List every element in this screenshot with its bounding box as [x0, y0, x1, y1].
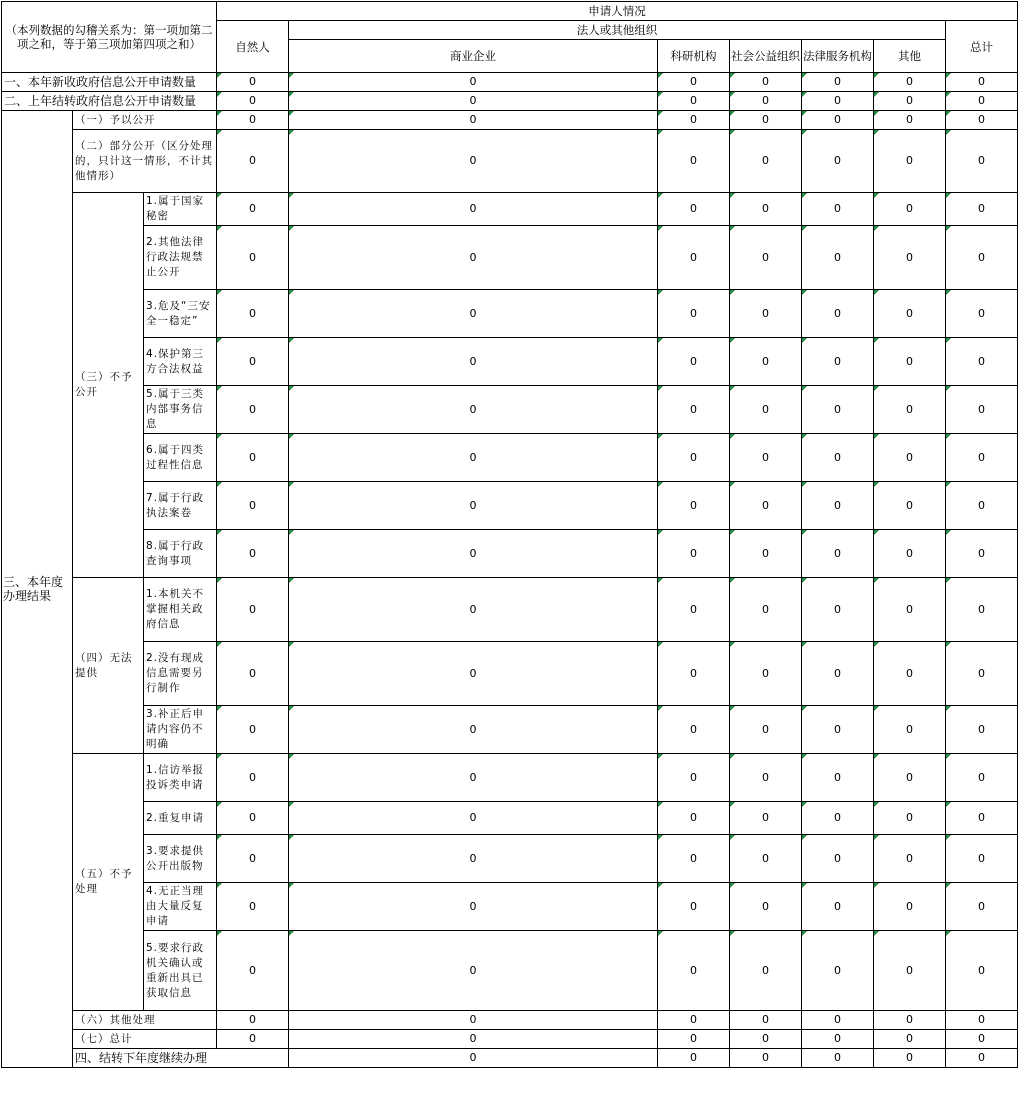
cell-value: 0 — [802, 754, 874, 802]
cell-value: 0 — [730, 434, 802, 482]
cell-value: 0 — [946, 111, 1018, 130]
header-business: 商业企业 — [289, 40, 658, 73]
cell-value: 0 — [946, 290, 1018, 338]
header-public-welfare: 社会公益组织 — [730, 40, 802, 73]
cell-value: 0 — [874, 1011, 946, 1030]
cell-value: 0 — [289, 931, 658, 1011]
cell-value: 0 — [217, 835, 289, 883]
table-row — [2, 1030, 1018, 1049]
cell-value: 0 — [658, 73, 730, 92]
cell-value: 0 — [289, 578, 658, 642]
cell-value: 0 — [658, 482, 730, 530]
cell-value: 0 — [730, 578, 802, 642]
cell-value: 0 — [217, 1011, 289, 1030]
row-label: （七）总计 — [73, 1030, 217, 1049]
table-row — [2, 1049, 1018, 1068]
cell-value: 0 — [217, 193, 289, 226]
table-row — [2, 482, 1018, 530]
row-label: 6.属于四类过程性信息 — [144, 434, 217, 482]
cell-value: 0 — [946, 835, 1018, 883]
table-row — [2, 226, 1018, 290]
header-note: （本列数据的勾稽关系为：第一项加第二项之和，等于第三项加第四项之和） — [2, 2, 217, 73]
cell-value: 0 — [874, 92, 946, 111]
cell-value: 0 — [658, 883, 730, 931]
row-label: （六）其他处理 — [73, 1011, 217, 1030]
cell-value: 0 — [874, 1049, 946, 1068]
cell-value: 0 — [217, 883, 289, 931]
cell-value: 0 — [658, 92, 730, 111]
header-other: 其他 — [874, 40, 946, 73]
cell-value: 0 — [289, 706, 658, 754]
cell-value: 0 — [874, 1030, 946, 1049]
cell-value: 0 — [874, 434, 946, 482]
cell-value: 0 — [658, 1030, 730, 1049]
cell-value: 0 — [802, 434, 874, 482]
row-label: 2.其他法律行政法规禁止公开 — [144, 226, 217, 290]
cell-value: 0 — [946, 931, 1018, 1011]
cell-value: 0 — [730, 754, 802, 802]
cell-value: 0 — [874, 578, 946, 642]
cell-value: 0 — [217, 434, 289, 482]
cell-value: 0 — [658, 1049, 730, 1068]
cell-value: 0 — [802, 111, 874, 130]
row-label: （二）部分公开（区分处理的，只计这一情形，不计其他情形） — [73, 130, 217, 193]
row-label: 7.属于行政执法案卷 — [144, 482, 217, 530]
cell-value: 0 — [946, 92, 1018, 111]
cell-value: 0 — [730, 73, 802, 92]
cell-value: 0 — [217, 530, 289, 578]
cell-value: 0 — [658, 1011, 730, 1030]
cell-value: 0 — [658, 111, 730, 130]
row-label: 8.属于行政查询事项 — [144, 530, 217, 578]
gov-info-disclosure-table — [1, 1, 1018, 1068]
row-label: 5.属于三类内部事务信息 — [144, 386, 217, 434]
cell-value: 0 — [802, 290, 874, 338]
cell-value: 0 — [802, 802, 874, 835]
cell-value: 0 — [946, 482, 1018, 530]
cell-value: 0 — [730, 1011, 802, 1030]
header-research: 科研机构 — [658, 40, 730, 73]
cell-value: 0 — [289, 1030, 658, 1049]
cell-value: 0 — [658, 642, 730, 706]
row-label: 1.信访举报投诉类申请 — [144, 754, 217, 802]
cell-value: 0 — [658, 931, 730, 1011]
header-natural-person: 自然人 — [217, 21, 289, 73]
row-label: 5.要求行政机关确认或重新出具已获取信息 — [144, 931, 217, 1011]
cell-value: 0 — [730, 706, 802, 754]
cell-value: 0 — [289, 883, 658, 931]
cell-value: 0 — [802, 92, 874, 111]
row-label: 1.属于国家秘密 — [144, 193, 217, 226]
table-row — [2, 193, 1018, 226]
cell-value: 0 — [730, 111, 802, 130]
cell-value: 0 — [658, 226, 730, 290]
cell-value: 0 — [802, 883, 874, 931]
cell-value: 0 — [217, 642, 289, 706]
cell-value: 0 — [946, 754, 1018, 802]
cell-value: 0 — [946, 73, 1018, 92]
cell-value: 0 — [730, 530, 802, 578]
cell-value: 0 — [874, 482, 946, 530]
cell-value: 0 — [946, 130, 1018, 193]
table-row — [2, 706, 1018, 754]
cell-value: 0 — [730, 92, 802, 111]
cell-value: 0 — [730, 1030, 802, 1049]
cell-value: 0 — [289, 338, 658, 386]
row-label: 一、本年新收政府信息公开申请数量 — [2, 73, 217, 92]
cell-value: 0 — [730, 290, 802, 338]
table-row — [2, 835, 1018, 883]
cell-value: 0 — [874, 706, 946, 754]
cell-value: 0 — [874, 226, 946, 290]
cell-value: 0 — [217, 290, 289, 338]
cell-value: 0 — [802, 73, 874, 92]
table-row — [2, 338, 1018, 386]
cell-value: 0 — [946, 434, 1018, 482]
cell-value: 0 — [802, 226, 874, 290]
row-label: 1.本机关不掌握相关政府信息 — [144, 578, 217, 642]
cell-value: 0 — [289, 290, 658, 338]
row-label: 2.重复申请 — [144, 802, 217, 835]
cell-value: 0 — [730, 193, 802, 226]
cell-value: 0 — [874, 73, 946, 92]
cell-value: 0 — [874, 290, 946, 338]
cell-value: 0 — [217, 706, 289, 754]
cell-value: 0 — [658, 706, 730, 754]
cell-value: 0 — [289, 1049, 658, 1068]
cell-value: 0 — [730, 226, 802, 290]
cell-value: 0 — [874, 883, 946, 931]
cell-value: 0 — [802, 1011, 874, 1030]
cell-value: 0 — [946, 530, 1018, 578]
cell-value: 0 — [802, 193, 874, 226]
cell-value: 0 — [217, 338, 289, 386]
cell-value: 0 — [217, 754, 289, 802]
cell-value: 0 — [730, 642, 802, 706]
row-label: （一）予以公开 — [73, 111, 217, 130]
cell-value: 0 — [874, 754, 946, 802]
cell-value: 0 — [289, 111, 658, 130]
cell-value: 0 — [946, 1030, 1018, 1049]
cell-value: 0 — [658, 386, 730, 434]
cell-value: 0 — [946, 706, 1018, 754]
cell-value: 0 — [802, 931, 874, 1011]
table-row — [2, 111, 1018, 130]
cell-value: 0 — [730, 386, 802, 434]
cell-value: 0 — [289, 73, 658, 92]
table-row — [2, 1011, 1018, 1030]
cell-value: 0 — [946, 226, 1018, 290]
cell-value: 0 — [217, 802, 289, 835]
header-applicant: 申请人情况 — [217, 2, 1018, 21]
row-label: 3.补正后申请内容仍不明确 — [144, 706, 217, 754]
cell-value: 0 — [802, 706, 874, 754]
cell-value: 0 — [946, 642, 1018, 706]
cell-value: 0 — [802, 530, 874, 578]
cell-value: 0 — [946, 1049, 1018, 1068]
header-legal-service: 法律服务机构 — [802, 40, 874, 73]
row-label: 四、结转下年度继续办理 — [73, 1049, 289, 1068]
cell-value: 0 — [658, 530, 730, 578]
cell-value: 0 — [946, 802, 1018, 835]
table-row — [2, 802, 1018, 835]
cell-value: 0 — [802, 642, 874, 706]
cell-value: 0 — [730, 931, 802, 1011]
cell-value: 0 — [217, 482, 289, 530]
cell-value: 0 — [289, 386, 658, 434]
cell-value: 0 — [730, 482, 802, 530]
cell-value: 0 — [289, 1011, 658, 1030]
cell-value: 0 — [946, 386, 1018, 434]
group-three-label: （三）不予公开 — [73, 193, 144, 578]
cell-value: 0 — [874, 642, 946, 706]
table-row — [2, 73, 1018, 92]
row-label: 4.无正当理由大量反复申请 — [144, 883, 217, 931]
table-row — [2, 530, 1018, 578]
cell-value: 0 — [289, 642, 658, 706]
cell-value: 0 — [289, 835, 658, 883]
row-label: 3.危及“三安全一稳定” — [144, 290, 217, 338]
cell-value: 0 — [946, 338, 1018, 386]
cell-value: 0 — [289, 193, 658, 226]
table-row — [2, 92, 1018, 111]
cell-value: 0 — [658, 338, 730, 386]
cell-value: 0 — [802, 578, 874, 642]
cell-value: 0 — [802, 1030, 874, 1049]
table-row — [2, 931, 1018, 1011]
cell-value: 0 — [217, 578, 289, 642]
cell-value: 0 — [658, 802, 730, 835]
table-row — [2, 386, 1018, 434]
table-row — [2, 578, 1018, 642]
cell-value: 0 — [217, 111, 289, 130]
cell-value: 0 — [289, 482, 658, 530]
cell-value: 0 — [730, 130, 802, 193]
cell-value: 0 — [217, 931, 289, 1011]
cell-value: 0 — [289, 226, 658, 290]
table-row — [2, 434, 1018, 482]
cell-value: 0 — [874, 386, 946, 434]
cell-value: 0 — [730, 802, 802, 835]
cell-value: 0 — [730, 1049, 802, 1068]
cell-value: 0 — [946, 578, 1018, 642]
header-total: 总计 — [946, 21, 1018, 73]
cell-value: 0 — [289, 92, 658, 111]
cell-value: 0 — [658, 193, 730, 226]
cell-value: 0 — [874, 931, 946, 1011]
table-row — [2, 883, 1018, 931]
cell-value: 0 — [730, 338, 802, 386]
group-four-label: （四）无法提供 — [73, 578, 144, 754]
cell-value: 0 — [874, 193, 946, 226]
group-five-label: （五）不予处理 — [73, 754, 144, 1011]
cell-value: 0 — [658, 130, 730, 193]
section-three-label: 三、本年度办理结果 — [2, 111, 73, 1068]
table-row — [2, 642, 1018, 706]
cell-value: 0 — [802, 835, 874, 883]
table-row — [2, 290, 1018, 338]
cell-value: 0 — [217, 226, 289, 290]
cell-value: 0 — [289, 130, 658, 193]
cell-value: 0 — [289, 802, 658, 835]
row-label: 4.保护第三方合法权益 — [144, 338, 217, 386]
cell-value: 0 — [802, 482, 874, 530]
cell-value: 0 — [946, 193, 1018, 226]
row-label: 二、上年结转政府信息公开申请数量 — [2, 92, 217, 111]
row-label: 3.要求提供公开出版物 — [144, 835, 217, 883]
cell-value: 0 — [217, 73, 289, 92]
cell-value: 0 — [874, 835, 946, 883]
cell-value: 0 — [802, 386, 874, 434]
cell-value: 0 — [802, 130, 874, 193]
cell-value: 0 — [217, 1030, 289, 1049]
cell-value: 0 — [730, 835, 802, 883]
cell-value: 0 — [658, 754, 730, 802]
table-row — [2, 130, 1018, 193]
cell-value: 0 — [874, 530, 946, 578]
table-row — [2, 754, 1018, 802]
cell-value: 0 — [730, 883, 802, 931]
cell-value: 0 — [658, 434, 730, 482]
cell-value: 0 — [658, 290, 730, 338]
cell-value: 0 — [658, 578, 730, 642]
cell-value: 0 — [217, 386, 289, 434]
cell-value: 0 — [217, 130, 289, 193]
cell-value: 0 — [874, 338, 946, 386]
cell-value: 0 — [289, 434, 658, 482]
header-legal-group: 法人或其他组织 — [289, 21, 946, 40]
cell-value: 0 — [217, 92, 289, 111]
cell-value: 0 — [874, 130, 946, 193]
cell-value: 0 — [874, 111, 946, 130]
cell-value: 0 — [289, 530, 658, 578]
cell-value: 0 — [946, 883, 1018, 931]
cell-value: 0 — [874, 802, 946, 835]
cell-value: 0 — [802, 1049, 874, 1068]
cell-value: 0 — [946, 1011, 1018, 1030]
cell-value: 0 — [658, 835, 730, 883]
cell-value: 0 — [802, 338, 874, 386]
row-label: 2.没有现成信息需要另行制作 — [144, 642, 217, 706]
cell-value: 0 — [289, 754, 658, 802]
